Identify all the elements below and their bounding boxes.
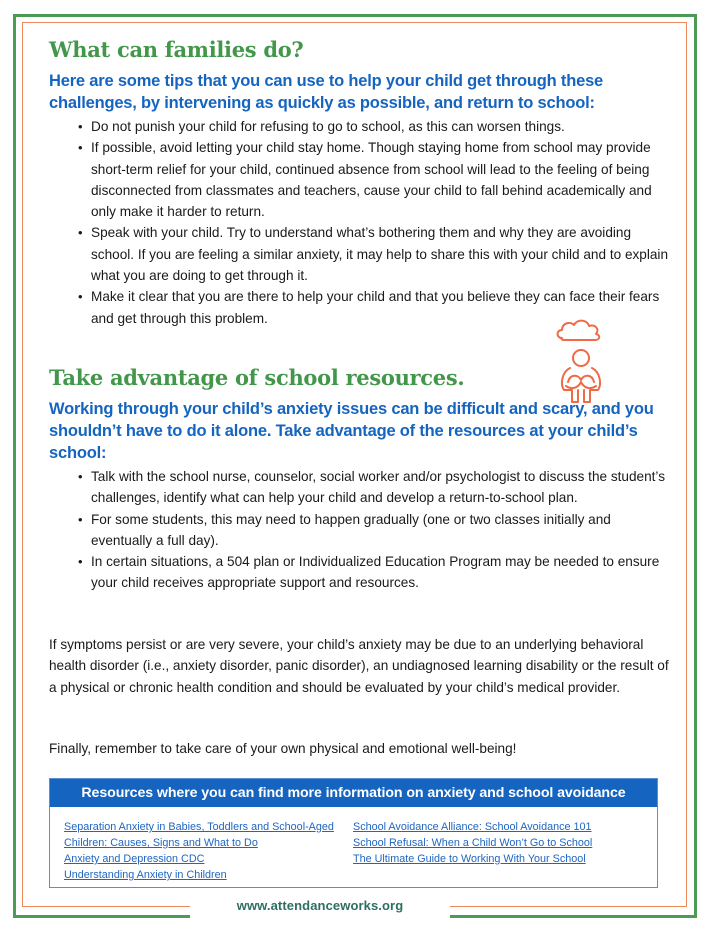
list-item: • For some students, this may need to happen gradually (one or two classes initially and eventually a full day). bbox=[91, 509, 669, 552]
resources-box bbox=[49, 778, 658, 888]
list-item: • In certain situations, a 504 plan or Individualized Education Program may be needed to ensure your child receives appropriate support and resources. bbox=[91, 551, 669, 594]
list-item: • Do not punish your child for refusing to go to school, as this can worsen things. bbox=[91, 116, 669, 137]
list-item: • Speak with your child. Try to understand what’s bothering them and why they are avoiding school. If you are feeling a similar anxiety, it may help to share this with your child and to explain what you are doing to get through it. bbox=[91, 222, 669, 286]
section-what-can-families-do bbox=[49, 36, 669, 329]
resources-links bbox=[50, 807, 657, 883]
footer-website-link[interactable]: www.attendanceworks.org bbox=[236, 898, 404, 913]
bullet-icon: • bbox=[78, 511, 83, 527]
list-item: • If possible, avoid letting your child stay home. Though staying home from school may provide short-term relief for your child, continued absence from school will lead to the feeling of being disconnected from classmates and teachers, cause your child to fall behind academically and only make it harder to return. bbox=[91, 137, 669, 222]
section-lead: Here are some tips that you can use to help your child get through these challenges, by intervening as quickly as possible, and return to school: bbox=[49, 72, 604, 112]
section-title: What can families do? bbox=[49, 37, 304, 62]
bullet-icon: • bbox=[78, 469, 83, 484]
bullet-icon: • bbox=[78, 289, 83, 305]
resource-link-working-with-school[interactable]: The Ultimate Guide to Working With Your School bbox=[353, 853, 586, 865]
resources-left-column bbox=[64, 819, 349, 883]
section-school-resources bbox=[49, 364, 669, 594]
resource-link-school-avoidance-101[interactable]: School Avoidance Alliance: School Avoidance 101 bbox=[353, 821, 592, 833]
resources-tips-list bbox=[49, 466, 669, 594]
resource-link-understanding-anxiety[interactable]: Understanding Anxiety in Children bbox=[64, 869, 227, 881]
bullet-icon: • bbox=[78, 140, 83, 156]
list-item: • Talk with the school nurse, counselor, social worker and/or psychologist to discuss the student’s challenges, identify what can help your child and develop a return-to-school plan. bbox=[91, 466, 669, 509]
resource-link-separation-anxiety[interactable]: Separation Anxiety in Babies, Toddlers and School-Aged Children: Causes, Signs and What to Do bbox=[64, 821, 334, 849]
self-care-paragraph: Finally, remember to take care of your own physical and emotional well-being! bbox=[49, 741, 517, 756]
tips-list bbox=[49, 116, 669, 329]
symptoms-paragraph: If symptoms persist or are very severe, your child’s anxiety may be due to an underlying behavioral health disorder (i.e., anxiety disorder, panic disorder), an undiagnosed learning disability or the result of a physical or chronic health condition and should be evaluated by your child’s medical provider. bbox=[49, 637, 669, 695]
bullet-icon: • bbox=[78, 554, 83, 570]
list-item: • Make it clear that you are there to help your child and that you believe they can face their fears and get through this problem. bbox=[91, 286, 669, 329]
resource-link-school-refusal[interactable]: School Refusal: When a Child Won’t Go to School bbox=[353, 837, 593, 849]
bullet-icon: • bbox=[78, 225, 83, 241]
resource-link-anxiety-depression-cdc[interactable]: Anxiety and Depression CDC bbox=[64, 853, 205, 865]
resources-right-column bbox=[349, 819, 643, 883]
section-lead: Working through your child’s anxiety issues can be difficult and scary, and you shouldn’t have to do it alone. Take advantage of the resources at your child’s school: bbox=[49, 400, 654, 462]
resources-header: Resources where you can find more information on anxiety and school avoidance bbox=[50, 779, 657, 807]
section-title: Take advantage of school resources. bbox=[49, 365, 465, 390]
bullet-icon: • bbox=[78, 119, 83, 134]
